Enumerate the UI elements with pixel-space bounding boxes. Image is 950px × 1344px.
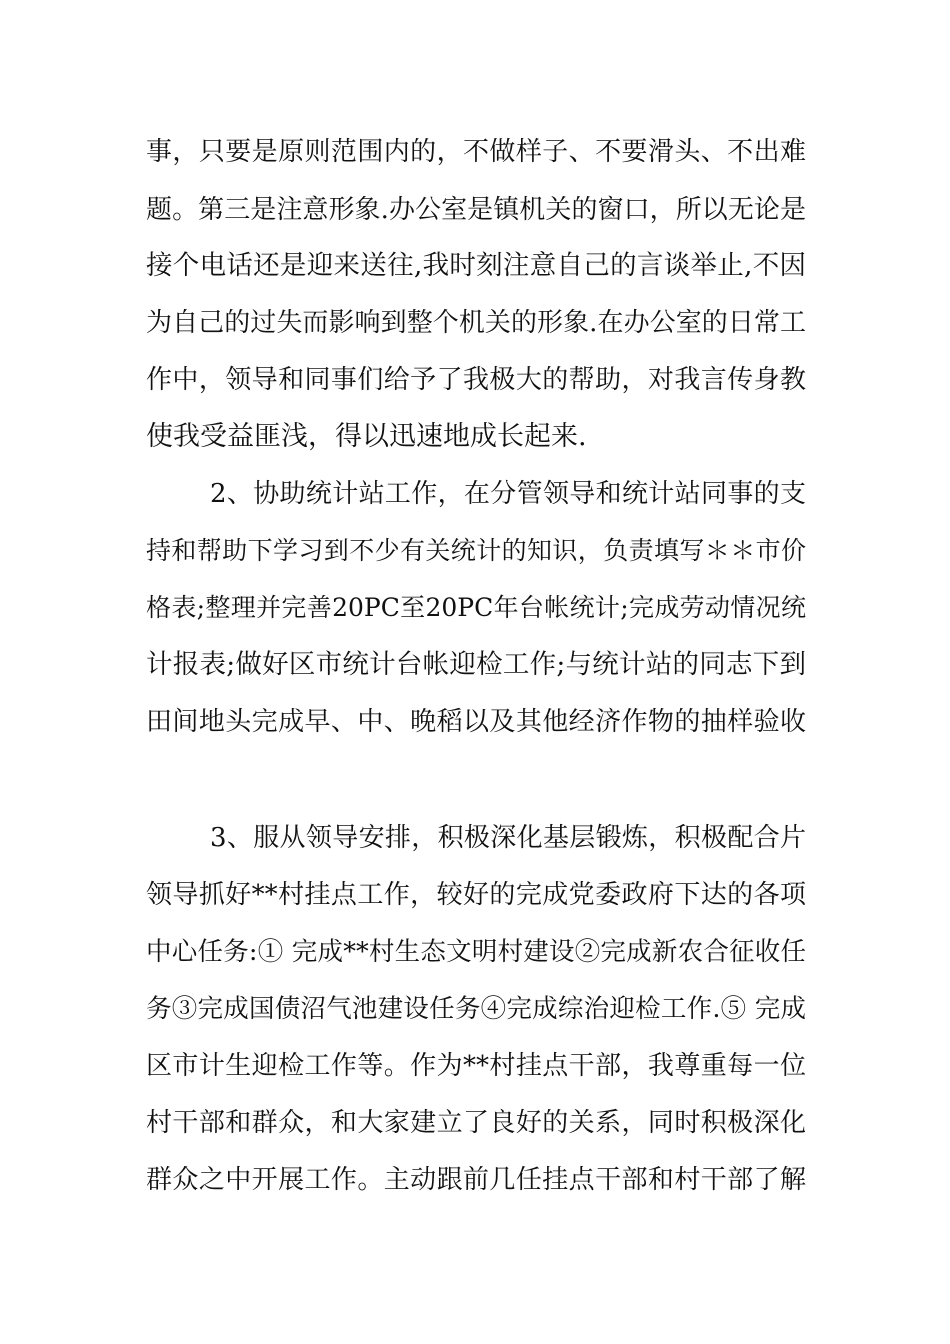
- paragraph-2-line-3: 格表;整理并完善20PC至20PC年台帐统计;完成劳动情况统: [146, 593, 806, 622]
- paragraph-1-line-4: 为自己的过失而影响到整个机关的形象.在办公室的日常工: [146, 308, 806, 338]
- paragraph-3-line-5: 区市计生迎检工作等。作为**村挂点干部，我尊重每一位: [146, 1051, 806, 1081]
- paragraph-3-line-2: 领导抓好**村挂点工作，较好的完成党委政府下达的各项: [146, 880, 806, 910]
- paragraph-2-line-5: 田间地头完成早、中、晚稻以及其他经济作物的抽样验收: [146, 707, 806, 737]
- paragraph-2-line-2: 持和帮助下学习到不少有关统计的知识，负责填写＊＊市价: [146, 536, 806, 565]
- paragraph-3-line-7: 群众之中开展工作。主动跟前几任挂点干部和村干部了解: [146, 1165, 806, 1195]
- paragraph-3-line-6: 村干部和群众，和大家建立了良好的关系，同时积极深化: [146, 1108, 806, 1138]
- paragraph-3-line-1: 3、服从领导安排，积极深化基层锻炼，积极配合片: [210, 823, 806, 853]
- paragraph-1-line-2: 题。第三是注意形象.办公室是镇机关的窗口，所以无论是: [146, 195, 806, 225]
- paragraph-3-line-4: 务③完成国债沼气池建设任务④完成综治迎检工作.⑤ 完成: [146, 994, 806, 1024]
- paragraph-3-line-3: 中心任务:① 完成**村生态文明村建设②完成新农合征收任: [146, 937, 806, 967]
- paragraph-1-line-3: 接个电话还是迎来送往,我时刻注意自己的言谈举止,不因: [146, 250, 806, 281]
- paragraph-1-line-6: 使我受益匪浅，得以迅速地成长起来.: [146, 421, 587, 452]
- paragraph-2-line-4: 计报表;做好区市统计台帐迎检工作;与统计站的同志下到: [146, 649, 806, 680]
- paragraph-1-line-1: 事，只要是原则范围内的，不做样子、不要滑头、不出难: [146, 137, 806, 167]
- paragraph-1-line-5: 作中，领导和同事们给予了我极大的帮助，对我言传身教: [146, 365, 806, 395]
- paragraph-2-line-1: 2、协助统计站工作，在分管领导和统计站同事的支: [210, 479, 806, 509]
